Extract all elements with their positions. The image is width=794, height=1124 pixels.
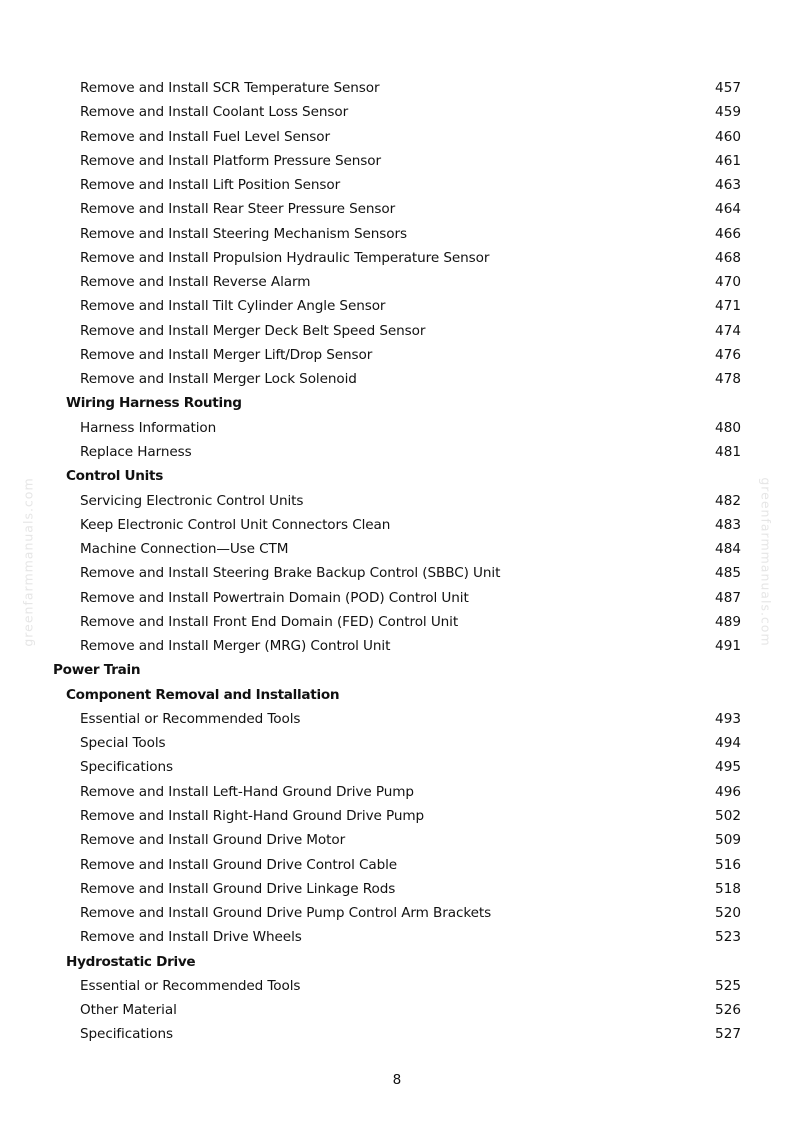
toc-subsection-heading — [0, 950, 794, 974]
toc-entry-page-number: 478 — [715, 371, 741, 388]
toc-entry-title: Remove and Install Steering Mechanism Sensors — [80, 225, 407, 242]
toc-entry — [0, 416, 794, 440]
toc-entry — [0, 561, 794, 585]
toc-entry-page-number: 516 — [715, 856, 741, 873]
toc-entry-page-number: 502 — [715, 807, 741, 824]
toc-entry — [0, 149, 794, 173]
toc-entry — [0, 537, 794, 561]
toc-entry — [0, 755, 794, 779]
toc-entry — [0, 319, 794, 343]
toc-entry — [0, 367, 794, 391]
toc-entry — [0, 998, 794, 1022]
toc-entry-title: Remove and Install Platform Pressure Sensor — [80, 152, 381, 169]
toc-section-heading — [0, 658, 794, 682]
toc-entry — [0, 828, 794, 852]
toc-entry-title: Essential or Recommended Tools — [80, 977, 301, 994]
toc-entry — [0, 731, 794, 755]
toc-entry-page-number: 491 — [715, 638, 741, 655]
toc-entry-page-number: 484 — [715, 541, 741, 558]
toc-entry — [0, 877, 794, 901]
toc-entry-title: Keep Electronic Control Unit Connectors Clean — [80, 516, 391, 533]
toc-entry — [0, 634, 794, 658]
toc-entry — [0, 513, 794, 537]
watermark-right: greenfarmmanuals.com — [758, 477, 774, 647]
toc-entry — [0, 610, 794, 634]
toc-entry-page-number: 520 — [715, 905, 741, 922]
toc-entry-title: Specifications — [80, 759, 173, 776]
toc-entry-title: Remove and Install Merger Lift/Drop Sensor — [80, 346, 373, 363]
toc-entry-page-number: 483 — [715, 516, 741, 533]
toc-entry-page-number: 509 — [715, 832, 741, 849]
toc-entry — [0, 974, 794, 998]
toc-entry-title: Remove and Install Propulsion Hydraulic Temperature Sensor — [80, 249, 490, 266]
toc-entry-title: Remove and Install Merger Lock Solenoid — [80, 371, 357, 388]
toc-entry-title: Hydrostatic Drive — [66, 953, 196, 970]
toc-entry — [0, 925, 794, 949]
toc-entry-page-number: 460 — [715, 128, 741, 145]
toc-entry-page-number: 525 — [715, 977, 741, 994]
toc-entry-title: Machine Connection—Use CTM — [80, 541, 289, 558]
toc-entry-page-number: 457 — [715, 80, 741, 96]
toc-entry — [0, 780, 794, 804]
toc-entry-title: Component Removal and Installation — [66, 686, 340, 703]
watermark-left: greenfarmmanuals.com — [20, 477, 36, 647]
toc-entry-page-number: 527 — [715, 1026, 741, 1043]
toc-entry-title: Remove and Install Steering Brake Backup Control (SBBC) Unit — [80, 565, 501, 582]
toc-entry — [0, 173, 794, 197]
toc-entry-title: Power Train — [53, 662, 141, 679]
toc-entry-page-number: 466 — [715, 225, 741, 242]
toc-entry-title: Remove and Install SCR Temperature Sensor — [80, 80, 380, 96]
toc-entry-title: Remove and Install Left-Hand Ground Drive Pump — [80, 783, 414, 800]
toc-entry-page-number: 476 — [715, 346, 741, 363]
toc-entry-page-number: 474 — [715, 322, 741, 339]
toc-entry-title: Remove and Install Tilt Cylinder Angle Sensor — [80, 298, 386, 315]
toc-entry-title: Harness Information — [80, 419, 217, 436]
toc-entry — [0, 440, 794, 464]
toc-subsection-heading — [0, 464, 794, 488]
toc-entry — [0, 270, 794, 294]
toc-entry-page-number: 495 — [715, 759, 741, 776]
toc-entry-title: Servicing Electronic Control Units — [80, 492, 304, 509]
toc-entry-title: Remove and Install Ground Drive Linkage Rods — [80, 880, 396, 897]
toc-entry — [0, 100, 794, 124]
toc-entry-title: Wiring Harness Routing — [66, 395, 242, 412]
toc-entry-title: Remove and Install Merger Deck Belt Speed Sensor — [80, 322, 426, 339]
toc-entry — [0, 197, 794, 221]
toc-entry-title: Remove and Install Rear Steer Pressure Sensor — [80, 201, 396, 218]
toc-entry — [0, 901, 794, 925]
toc-entry — [0, 343, 794, 367]
toc-entry — [0, 294, 794, 318]
toc-entry-title: Remove and Install Ground Drive Pump Control Arm Brackets — [80, 905, 492, 922]
toc-entry-title: Remove and Install Merger (MRG) Control Unit — [80, 638, 391, 655]
toc-entry-page-number: 526 — [715, 1002, 741, 1019]
toc-entry-title: Remove and Install Drive Wheels — [80, 929, 302, 946]
toc-entry-page-number: 523 — [715, 929, 741, 946]
toc-entry-page-number: 463 — [715, 177, 741, 194]
toc-entry-page-number: 489 — [715, 613, 741, 630]
toc-entry — [0, 804, 794, 828]
toc-entry — [0, 125, 794, 149]
toc-entry-page-number: 461 — [715, 152, 741, 169]
toc-entry — [0, 76, 794, 100]
toc-entry-title: Remove and Install Right-Hand Ground Drive Pump — [80, 807, 425, 824]
toc-entry-title: Essential or Recommended Tools — [80, 710, 301, 727]
toc-entry-title: Remove and Install Coolant Loss Sensor — [80, 104, 349, 121]
toc-entry-page-number: 481 — [715, 443, 741, 460]
toc-entry-page-number: 471 — [715, 298, 741, 315]
toc-entry-page-number: 485 — [715, 565, 741, 582]
toc-entry-title: Specifications — [80, 1026, 173, 1043]
toc-entry-page-number: 496 — [715, 783, 741, 800]
toc-entry-title: Remove and Install Fuel Level Sensor — [80, 128, 330, 145]
toc-entry-title: Remove and Install Lift Position Sensor — [80, 177, 341, 194]
toc-entry-page-number: 494 — [715, 735, 741, 752]
toc-entry-title: Remove and Install Ground Drive Control Cable — [80, 856, 398, 873]
toc-entry — [0, 586, 794, 610]
toc-subsection-heading — [0, 683, 794, 707]
toc-entry-page-number: 464 — [715, 201, 741, 218]
toc-entry-page-number: 480 — [715, 419, 741, 436]
toc-entry-page-number: 482 — [715, 492, 741, 509]
toc-entry — [0, 222, 794, 246]
toc-entry-title: Other Material — [80, 1002, 177, 1019]
toc-entry-title: Remove and Install Powertrain Domain (POD) Control Unit — [80, 589, 469, 606]
toc-subsection-heading — [0, 391, 794, 415]
toc-entry-title: Remove and Install Ground Drive Motor — [80, 832, 346, 849]
toc-entry — [0, 489, 794, 513]
toc-entry-title: Replace Harness — [80, 443, 192, 460]
toc-entry-title: Remove and Install Front End Domain (FED) Control Unit — [80, 613, 459, 630]
table-of-contents — [0, 76, 794, 1047]
toc-entry-title: Control Units — [66, 468, 163, 485]
toc-entry — [0, 853, 794, 877]
toc-entry — [0, 1022, 794, 1046]
toc-entry-page-number: 493 — [715, 710, 741, 727]
toc-entry-page-number: 487 — [715, 589, 741, 606]
toc-entry — [0, 707, 794, 731]
toc-entry — [0, 246, 794, 270]
toc-entry-title: Special Tools — [80, 735, 166, 752]
page-number: 8 — [392, 1072, 402, 1088]
toc-entry-page-number: 468 — [715, 249, 741, 266]
toc-entry-page-number: 518 — [715, 880, 741, 897]
toc-entry-page-number: 459 — [715, 104, 741, 121]
toc-entry-title: Remove and Install Reverse Alarm — [80, 274, 311, 291]
toc-entry-page-number: 470 — [715, 274, 741, 291]
